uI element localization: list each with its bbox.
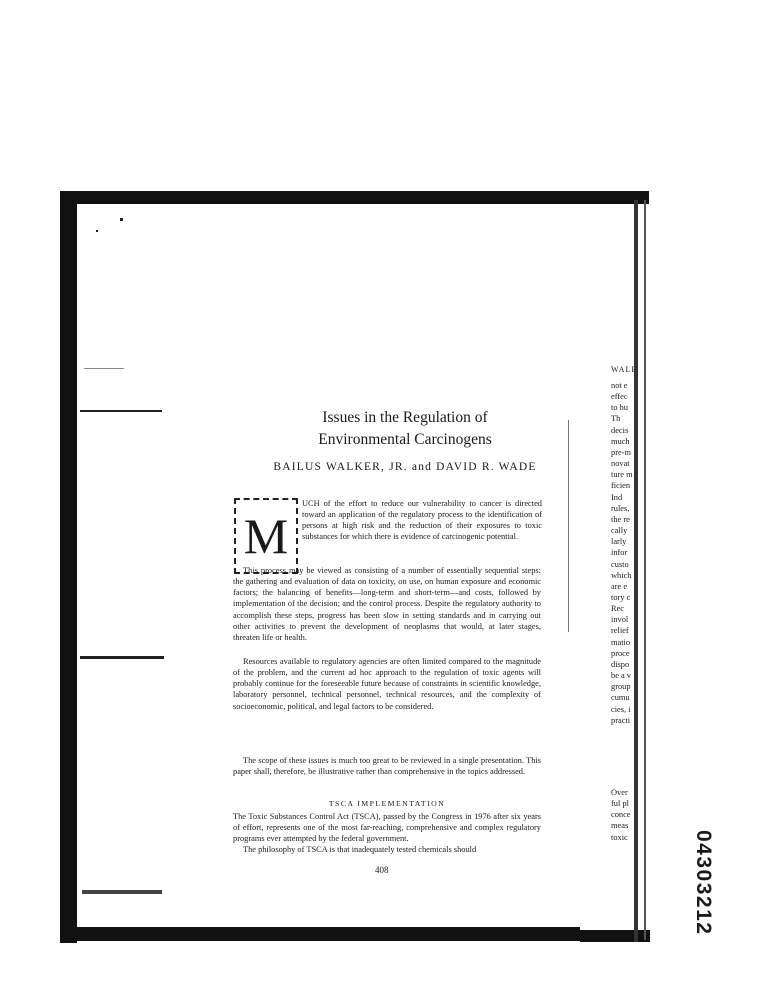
section-heading: TSCA IMPLEMENTATION (328, 799, 446, 808)
facing-top-line: which (611, 570, 632, 580)
facing-page-edge (644, 200, 646, 940)
paragraph-scope: The scope of these issues is much too great to be reviewed in a single presentation. This paper shall, therefore, be illustrative rather than comprehensive in the topics addressed. (233, 756, 541, 777)
facing-top-line: are e (611, 581, 628, 591)
article-title-line-1: Issues in the Regulation of (322, 409, 488, 426)
paragraph-philosophy: The philosophy of TSCA is that inadequately tested chemicals should (243, 845, 477, 854)
document-code-text: 04303212 (692, 830, 715, 936)
paragraph-tsca: The Toxic Substances Control Act (TSCA), passed by the Congress in 1976 after six years of effort, represents one of the most far-reaching, comprehensive and complex regulatory programs ever attempted by the federal government. (233, 812, 541, 844)
facing-top-line: cally (611, 526, 628, 536)
facing-top-line: decis (611, 425, 629, 435)
facing-page-column-top (611, 380, 639, 726)
facing-top-line: relief (611, 626, 629, 636)
scan-bottom-border (60, 927, 580, 941)
facing-top-line: cies, i (611, 704, 631, 714)
facing-top-line: cumu (611, 693, 630, 703)
lead-paragraph: UCH of the effort to reduce our vulnerability to cancer is directed toward an application of the regulatory process to the identification of persons at high risk and the reduction of their exposures to toxic substances for which there is evidence of carcinogenic potential. (302, 499, 542, 542)
facing-bottom-line: conce (611, 810, 631, 820)
drop-cap-letter: M (243, 508, 289, 564)
facing-bottom-line: meas (611, 821, 629, 831)
facing-top-line: custo (611, 559, 629, 569)
facing-top-line: matio (611, 637, 631, 647)
page-number: 408 (375, 865, 389, 875)
facing-page-column-bottom (611, 787, 639, 843)
facing-top-line: rules, (611, 503, 630, 513)
scan-top-border (60, 191, 649, 204)
facing-top-line: tory c (611, 592, 631, 602)
facing-top-line: Rec (611, 604, 625, 614)
paragraph-process: This process may be viewed as consisting of a number of essentially sequential steps: the gathering and evaluation of data on toxicity, on use, on human exposure and economic factors; the balancing of benefits—long-term and short-term—and costs, followed by implementation of the decision; and the control process. Despite the regulatory authority to accomplish these steps, progress has been slow in setting standards and in carrying out other activities to prevent the development of neoplasms that would, at later stages, threaten life or health. (233, 566, 541, 642)
facing-bottom-line: Over (611, 788, 628, 797)
article-authors: BAILUS WALKER, JR. and DAVID R. WADE (273, 461, 537, 473)
facing-top-line: group (611, 682, 631, 692)
facing-top-line: ficien (611, 481, 631, 491)
facing-top-line: Ind (611, 492, 623, 502)
facing-top-line: proce (611, 648, 630, 658)
facing-top-line: the re (611, 514, 630, 524)
facing-page-margin-rule (568, 420, 569, 632)
scan-left-border (60, 191, 77, 943)
facing-bottom-line: toxic (611, 832, 628, 842)
scan-bottom-right-border (580, 930, 650, 942)
facing-top-line: infor (611, 548, 628, 558)
paragraph-resources: Resources available to regulatory agencies are often limited compared to the magnitude of the problem, and the current ad hoc approach to the regulation of toxic agents will probably continue for the foreseeable future because of constraints in scientific knowledge, laboratory personnel, technical personnel, technical resources, and the complexity of socioeconomic, political, and legal factors to be considered. (233, 657, 541, 711)
article-title-line-2: Environmental Carcinogens (318, 431, 492, 448)
facing-top-line: dispo (611, 659, 630, 669)
facing-top-line: to hu (611, 403, 628, 413)
facing-page-running-head: WALF (611, 365, 637, 374)
facing-bottom-line: ful pl (611, 799, 629, 809)
facing-top-line: ture m (611, 470, 633, 480)
facing-top-line: effec (611, 392, 628, 402)
article-title (270, 407, 540, 451)
facing-top-line: be a v (611, 671, 631, 681)
drop-cap-ornament (234, 498, 298, 574)
facing-top-line: not e (611, 381, 628, 390)
document-code (689, 830, 719, 940)
facing-top-line: Th (611, 414, 621, 424)
facing-top-line: larly (611, 537, 627, 547)
facing-top-line: invol (611, 615, 629, 625)
facing-top-line: much (611, 436, 630, 446)
facing-top-line: pre-m (611, 447, 631, 457)
facing-top-line: novat (611, 459, 630, 469)
facing-top-line: practi (611, 715, 631, 725)
